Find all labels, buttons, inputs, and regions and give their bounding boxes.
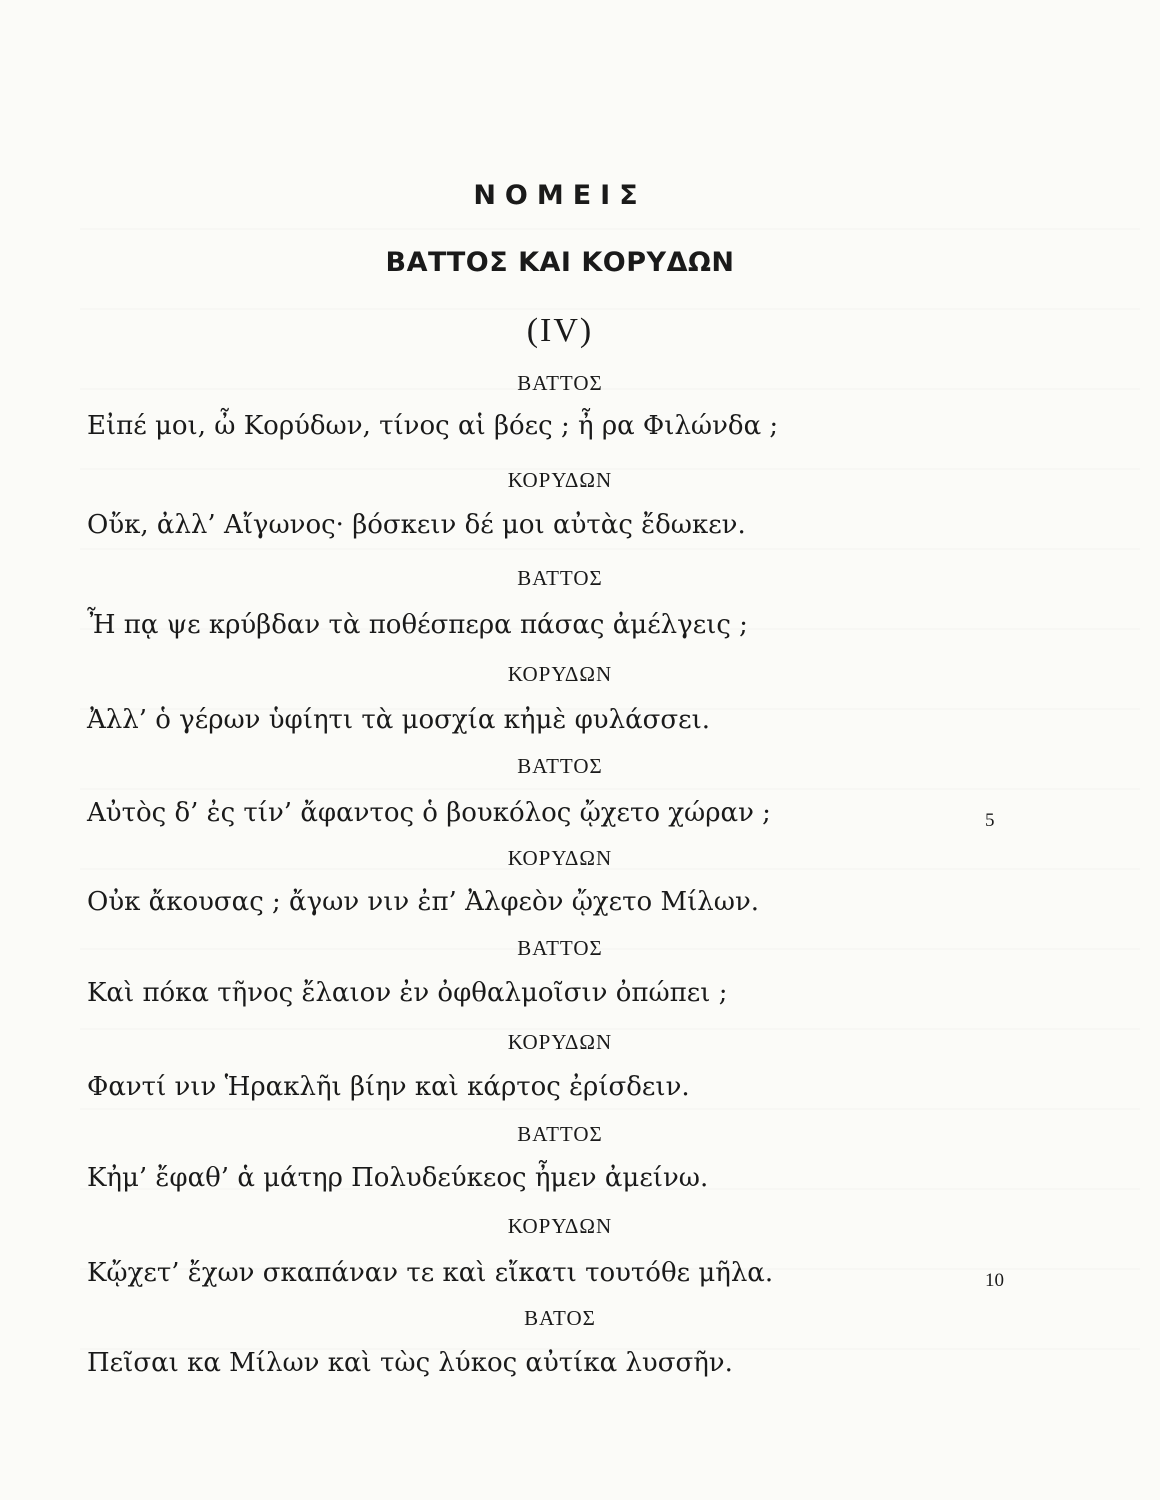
verse-line: Ἀλλ’ ὁ γέρων ὑφίητι τὰ μοσχία κἠμὲ φυλάσσει.: [87, 705, 711, 735]
line-number: 5: [985, 810, 995, 831]
verse-line: Οὐκ ἄκουσας ; ἄγων νιν ἐπ’ Ἀλφεὸν ᾤχετο Μίλων.: [87, 887, 760, 917]
speaker-heading: ΚΟΡΥΔΩΝ: [507, 1214, 613, 1238]
verse-line: Κᾤχετ’ ἔχων σκαπάναν τε καὶ εἴκατι τουτόθε μῆλα.: [87, 1258, 774, 1288]
speaker-heading: ΚΟΡΥΔΩΝ: [507, 1030, 613, 1054]
speaker-heading: ΒΑΤΤΟΣ: [517, 371, 603, 395]
verse-line: Καὶ πόκα τῆνος ἔλαιον ἐν ὀφθαλμοῖσιν ὀπώπει ;: [87, 978, 728, 1008]
speaker-heading: ΚΟΡΥΔΩΝ: [507, 662, 613, 686]
line-number: 10: [985, 1270, 1004, 1291]
idyll-number: (IV): [526, 312, 594, 349]
verse-line: Εἰπέ μοι, ὦ Κορύδων, τίνος αἱ βόες ; ἦ ρα Φιλώνδα ;: [87, 411, 779, 441]
verse-line: Ἦ πᾳ ψε κρύβδαν τὰ ποθέσπερα πάσας ἀμέλγεις ;: [87, 610, 748, 640]
speaker-heading: ΒΑΤΤΟΣ: [517, 754, 603, 778]
verse-line: Κἠμ’ ἔφαθ’ ἁ μάτηρ Πολυδεύκεος ἦμεν ἀμείνω.: [87, 1163, 709, 1193]
verse-line: Φαντί νιν Ἡρακλῆι βίην καὶ κάρτος ἐρίσδειν.: [87, 1072, 690, 1102]
poem-subtitle: ΒΑΤΤΟΣ ΚΑΙ ΚΟΡΥΔΩΝ: [385, 247, 735, 278]
page-title: ΝΟΜΕΙΣ: [473, 180, 647, 211]
verse-line: Οὔκ, ἀλλ’ Αἴγωνος· βόσκειν δέ μοι αὐτὰς ἔδωκεν.: [87, 510, 746, 540]
speaker-heading: ΒΑΤΤΟΣ: [517, 1122, 603, 1146]
verse-line: Πεῖσαι κα Μίλων καὶ τὼς λύκος αὐτίκα λυσσῆν.: [87, 1348, 733, 1378]
speaker-heading: ΚΟΡΥΔΩΝ: [507, 468, 613, 492]
speaker-heading: ΒΑΤΤΟΣ: [517, 566, 603, 590]
speaker-heading: ΒΑΤΤΟΣ: [517, 936, 603, 960]
verse-line: Αὐτὸς δ’ ἐς τίν’ ἄφαντος ὁ βουκόλος ᾤχετο χώραν ;: [87, 798, 771, 828]
speaker-heading: ΚΟΡΥΔΩΝ: [507, 846, 613, 870]
speaker-heading: ΒΑΤΟΣ: [524, 1306, 596, 1330]
